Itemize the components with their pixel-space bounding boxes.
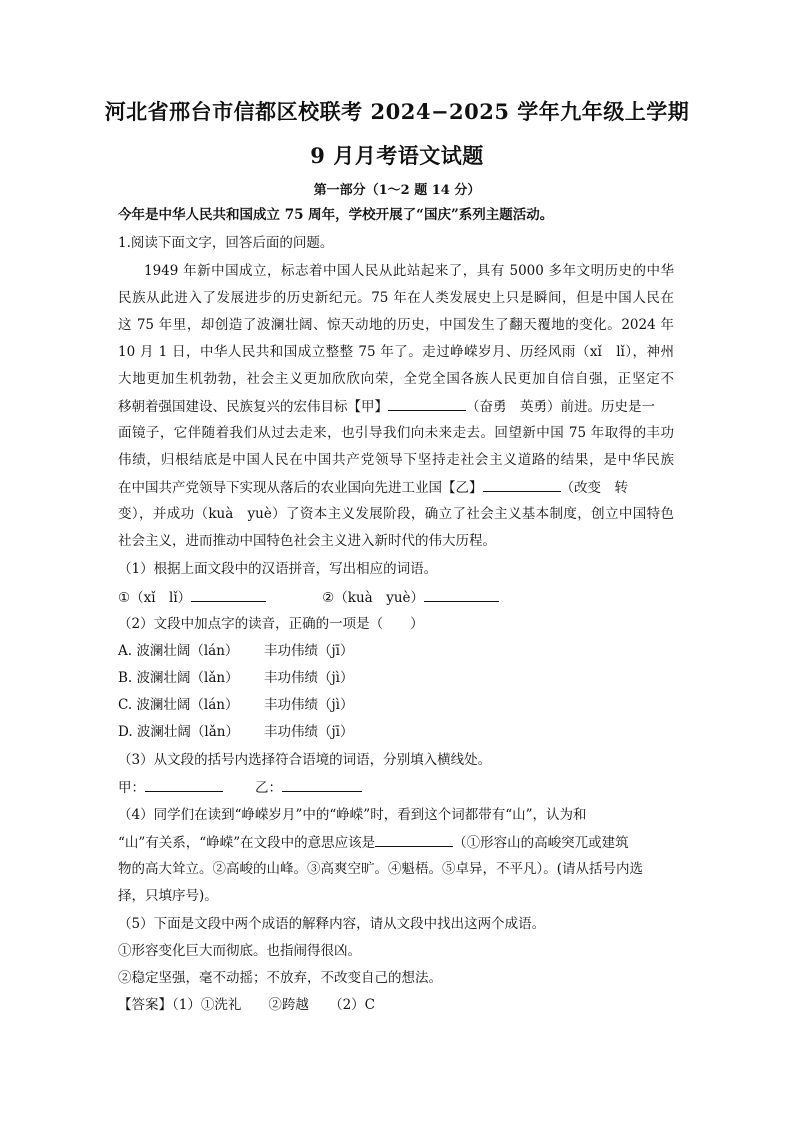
- question-1-1: （1）根据上面文段中的汉语拼音，写出相应的词语。: [118, 561, 438, 577]
- answer-line: 【答案】（1）①洗礼 ②跨越 （2）C: [118, 997, 376, 1013]
- yi-blank[interactable]: [282, 777, 362, 792]
- option-c-label: C. 波澜壮阔（lán）: [118, 697, 239, 713]
- section-header: 第一部分（1～2 题 14 分）: [313, 183, 481, 198]
- question-1-1-answers: [118, 587, 499, 608]
- option-c-second: 丰功伟绩（jì）: [264, 697, 354, 713]
- passage-line-6: [118, 396, 655, 417]
- passage-line-7: 面镜子，它伴随着我们从过去走来，也引导我们向未来走去。回望新中国 75 年取得的丰功: [118, 425, 674, 441]
- passage-line-2: 民族从此进入了发展进步的历史新纪元。75 年在人类发展史上只是瞬间，但是中国人民在: [118, 290, 674, 306]
- question-1-4-line1: （4）同学们在读到“峥嵘岁月”中的“峥嵘”时，看到这个词都带有“山”，认为和: [118, 807, 587, 823]
- option-b[interactable]: [118, 668, 354, 688]
- option-a[interactable]: [118, 641, 354, 661]
- question-1-5: （5）下面是文段中两个成语的解释内容，请从文段中找出这两个成语。: [118, 916, 546, 932]
- question-1-4-line2: [118, 832, 629, 853]
- intro-line: 今年是中华人民共和国成立 75 周年，学校开展了“国庆”系列主题活动。: [118, 207, 554, 223]
- question-1-3: （3）从文段的括号内选择符合语境的词语，分别填入横线处。: [118, 752, 492, 768]
- option-d-label: D. 波澜壮阔（lǎn）: [118, 724, 239, 740]
- yi-label: 乙：: [255, 780, 282, 796]
- jia-blank[interactable]: [145, 777, 223, 792]
- pinyin-a-label: ①（xǐ lǐ）: [118, 590, 192, 606]
- pinyin-b-label: ②（kuà yuè）: [322, 590, 425, 606]
- jia-label: 甲：: [118, 780, 145, 796]
- option-b-second: 丰功伟绩（jì）: [264, 670, 354, 686]
- option-c[interactable]: [118, 695, 354, 715]
- passage-line-6-head: 移朝着强国建设、民族复兴的宏伟目标【甲】: [118, 399, 388, 415]
- passage-line-9-tail: （改变 转: [560, 480, 628, 496]
- doc-title-line1: 河北省邢台市信都区校联考 2024−2025 学年九年级上学期: [104, 99, 690, 124]
- q4-head: “山”有关系，“峥嵘”在文段中的意思应该是: [118, 835, 376, 851]
- option-a-second: 丰功伟绩（jī）: [264, 643, 354, 659]
- question-1-4-line4: 择，只填序号)。: [118, 888, 218, 904]
- answer-blank-a[interactable]: [191, 587, 266, 602]
- passage-line-5: 大地更加生机勃勃，社会主义更加欣欣向荣，全党全国各族人民更加自信自强，正坚定不: [118, 371, 674, 387]
- option-d-second: 丰功伟绩（jī）: [264, 724, 354, 740]
- passage-line-3: 这 75 年里，却创造了波澜壮阔、惊天动地的历史，中国发生了翻天覆地的变化。2024 年: [118, 317, 674, 333]
- question-1-4-line3: 物的高大耸立。②高峻的山峰。③高爽空旷。④魁梧。⑤卓异，不平凡）。(请从括号内选: [118, 861, 644, 877]
- idiom-definition-1: ①形容变化巨大而彻底。也指闹得很凶。: [118, 943, 361, 959]
- blank-jia[interactable]: [388, 396, 466, 411]
- passage-line-1: 1949 年新中国成立，标志着中国人民从此站起来了，具有 5000 多年文明历史的中华: [144, 263, 674, 279]
- idiom-definition-2: ②稳定坚强，毫不动摇；不放弃，不改变自己的想法。: [118, 970, 442, 986]
- option-a-label: A. 波澜壮阔（lán）: [118, 643, 239, 659]
- passage-line-9: [118, 477, 628, 498]
- question-1-2: （2）文段中加点字的读音，正确的一项是（ ）: [118, 616, 424, 632]
- option-b-label: B. 波澜壮阔（lǎn）: [118, 670, 239, 686]
- question-1-3-answers: [118, 777, 362, 798]
- q4-blank[interactable]: [375, 832, 453, 847]
- passage-line-6-tail: （奋勇 英勇）前进。历史是一: [466, 399, 655, 415]
- blank-yi[interactable]: [483, 477, 561, 492]
- passage-line-8: 伟绩，归根结底是中国人民在中国共产党领导下坚持走社会主义道路的结果，是中华民族: [118, 452, 674, 468]
- passage-line-11: 社会主义，进而推动中国特色社会主义进入新时代的伟大历程。: [118, 533, 496, 549]
- q4-tail: （①形容山的高峻突兀或建筑: [453, 835, 629, 851]
- answer-blank-b[interactable]: [424, 587, 499, 602]
- passage-line-9-head: 在中国共产党领导下实现从落后的农业国向先进工业国【乙】: [118, 480, 483, 496]
- question-1-stem: 1.阅读下面文字，回答后面的问题。: [118, 235, 334, 251]
- passage-line-4: 10 月 1 日，中华人民共和国成立整整 75 年了。走过峥嵘岁月、历经风雨（xǐ lǐ），神州: [118, 344, 674, 360]
- option-d[interactable]: [118, 722, 354, 742]
- doc-title-line2: 9 月月考语文试题: [310, 143, 484, 168]
- passage-line-10: 变），并成功（kuà yuè）了资本主义发展阶段，确立了社会主义基本制度，创立中国特色: [118, 506, 674, 522]
